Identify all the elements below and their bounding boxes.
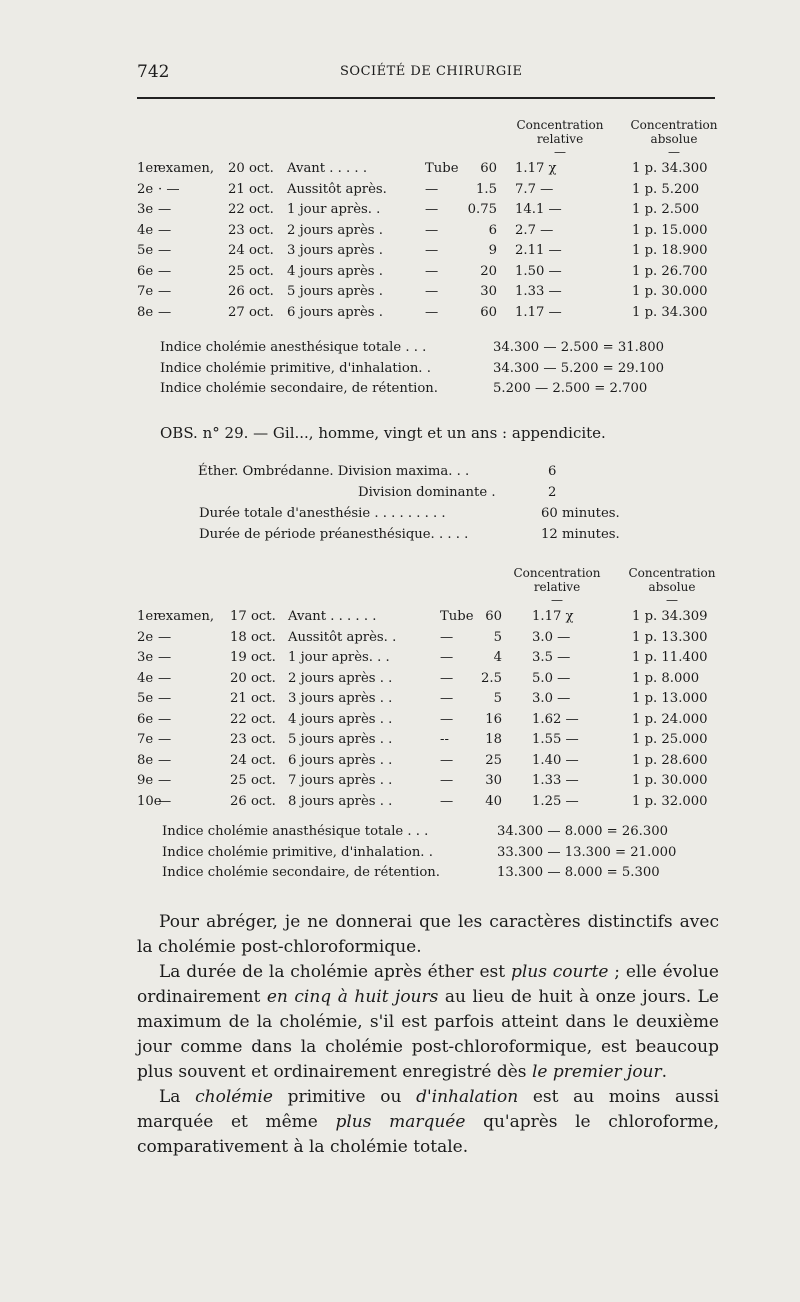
exam-label: —: [158, 752, 172, 768]
exam-timing: 5 jours après . .: [288, 732, 393, 747]
exam-timing: 4 jours après .: [287, 263, 383, 279]
col-head-dash: —: [666, 593, 678, 607]
concentration-absolue: 1 p. 11.400: [632, 650, 708, 665]
concentration-absolue: 1 p. 34.300: [632, 161, 708, 176]
table2-col-absolue: [620, 566, 724, 606]
table-row: [0, 202, 800, 222]
col-head-dash: —: [668, 145, 680, 159]
tube-label: Tube: [425, 161, 459, 176]
exam-date: 20 oct.: [230, 670, 276, 686]
observation-heading: OBS. n° 29. — Gil..., homme, vingt et un ans : appendicite.: [160, 424, 606, 442]
tube-label: —: [425, 263, 439, 279]
exam-timing: 4 jours après . .: [288, 711, 393, 727]
exam-rank: 3e: [137, 202, 154, 217]
text-run: .: [661, 1062, 668, 1082]
tube-value: 6: [488, 222, 497, 238]
concentration-absolue: 1 p. 13.300: [632, 629, 708, 645]
exam-date: 21 oct.: [230, 691, 276, 706]
concentration-absolue: 1 p. 26.700: [632, 263, 708, 279]
ether-value: 6: [548, 464, 557, 479]
concentration-absolue: 1 p. 30.000: [632, 773, 708, 788]
table-row: [0, 732, 800, 752]
text-run: au lieu de huit à onze jours. Le maximum de la cholémie, s'il est parfois atteint dans le deuxième jour comme dans la cholémie post-chloroformique, est beaucoup plus souvent et ordinairement enregistré dès: [137, 987, 719, 1082]
exam-label: —: [158, 243, 172, 258]
concentration-absolue: 1 p. 34.300: [632, 304, 708, 320]
exam-label: —: [158, 711, 172, 727]
tube-value: 1.5: [476, 181, 497, 197]
tube-label: —: [425, 284, 439, 299]
col-head-line: Concentration: [516, 118, 604, 132]
table-row: [0, 794, 800, 814]
table1-col-absolue: [622, 118, 726, 158]
exam-label: —: [158, 284, 172, 299]
exam-rank: 1er: [137, 609, 160, 624]
tube-label: Tube: [440, 609, 474, 624]
exam-timing: Aussitôt après. .: [288, 629, 397, 645]
index-calc: 34.300 — 8.000 = 26.300: [497, 824, 669, 839]
exam-rank: 9e: [137, 773, 154, 788]
concentration-relative: 1.17 χ: [515, 161, 557, 176]
concentration-absolue: 1 p. 5.200: [632, 181, 700, 197]
ether-label: Durée de période préanesthésique. . . . .: [199, 527, 469, 542]
exam-date: 18 oct.: [230, 629, 276, 645]
concentration-relative: 1.33 —: [515, 284, 562, 299]
tube-value: 18: [485, 732, 502, 747]
concentration-absolue: 1 p. 28.600: [632, 752, 708, 768]
concentration-relative: 1.17 χ: [532, 609, 574, 624]
concentration-absolue: 1 p. 18.900: [632, 243, 708, 258]
table-row: [0, 264, 800, 284]
exam-timing: 2 jours après . .: [288, 670, 393, 686]
tube-label: —: [440, 773, 454, 788]
concentration-absolue: 1 p. 2.500: [632, 202, 700, 217]
text-run: qu'après le chloroforme, comparativement à la cholémie totale.: [137, 1112, 719, 1157]
concentration-relative: 5.0 —: [532, 670, 571, 686]
col-head-line: absolue: [650, 132, 698, 146]
exam-label: —: [158, 304, 172, 320]
ether-label: Durée totale d'anesthésie . . . . . . . . .: [199, 506, 446, 521]
concentration-relative: 1.50 —: [515, 263, 562, 279]
exam-timing: 1 jour après. .: [287, 202, 381, 217]
col-head-line: relative: [533, 580, 581, 594]
exam-timing: Avant . . . . . .: [288, 609, 377, 624]
ether-value: 2: [548, 485, 557, 500]
exam-rank: 7e: [137, 732, 154, 747]
concentration-relative: 3.0 —: [532, 691, 571, 706]
concentration-relative: 2.11 —: [515, 243, 562, 258]
tube-label: —: [425, 304, 439, 320]
text-run: La durée de la cholémie après éther est: [159, 962, 511, 982]
exam-date: 26 oct.: [228, 284, 274, 299]
exam-timing: 2 jours après .: [287, 222, 383, 238]
index-label: Indice cholémie primitive, d'inhalation. .: [162, 844, 433, 860]
italic-run: le premier jour: [531, 1062, 662, 1082]
index-label: Indice cholémie secondaire, de rétention.: [162, 865, 440, 880]
exam-timing: 8 jours après . .: [288, 793, 393, 809]
tube-value: 5: [493, 629, 502, 645]
col-head-line: absolue: [648, 580, 696, 594]
exam-rank: 2e: [137, 629, 154, 645]
tube-label: —: [425, 181, 439, 197]
exam-timing: 3 jours après .: [287, 243, 383, 258]
tube-value: 25: [485, 752, 502, 768]
concentration-relative: 3.0 —: [532, 629, 571, 645]
tube-label: —: [440, 650, 454, 665]
exam-label: examen,: [158, 161, 215, 176]
text-run: est au moins aussi marquée et même: [137, 1087, 719, 1132]
text-run: ; elle évolue ordinairement: [137, 962, 719, 1007]
running-title: SOCIÉTÉ DE CHIRURGIE: [340, 64, 523, 79]
col-head-line: Concentration: [630, 118, 718, 132]
tube-label: —: [440, 752, 454, 768]
table-row: [0, 753, 800, 773]
exam-date: 25 oct.: [228, 263, 274, 279]
exam-rank: 8e: [137, 752, 154, 768]
table-row: [0, 284, 800, 304]
concentration-relative: 1.62 —: [532, 711, 579, 727]
body-text: [137, 910, 719, 1160]
tube-label: —: [425, 202, 439, 217]
exam-date: 19 oct.: [230, 650, 276, 665]
table-row: [0, 161, 800, 181]
table1-col-relative: [505, 118, 615, 158]
concentration-absolue: 1 p. 25.000: [632, 732, 708, 747]
tube-label: —: [440, 691, 454, 706]
exam-timing: 7 jours après . .: [288, 773, 393, 788]
table-row: [0, 650, 800, 670]
exam-rank: 4e: [137, 670, 154, 686]
ether-value: 12 minutes.: [541, 527, 620, 542]
header-rule: [137, 97, 715, 99]
concentration-absolue: 1 p. 15.000: [632, 222, 708, 238]
exam-date: 22 oct.: [228, 202, 274, 217]
exam-label: —: [158, 793, 172, 809]
tube-value: 60: [480, 304, 497, 320]
col-head-line: Concentration: [628, 566, 716, 580]
tube-label: —: [440, 793, 454, 809]
concentration-absolue: 1 p. 34.309: [632, 609, 708, 624]
concentration-relative: 1.40 —: [532, 752, 579, 768]
table-row: [0, 223, 800, 243]
tube-value: 40: [485, 793, 502, 809]
concentration-absolue: 1 p. 32.000: [632, 793, 708, 809]
paragraph-3: [137, 1085, 719, 1160]
concentration-relative: 14.1 —: [515, 202, 562, 217]
table-row: [0, 243, 800, 263]
exam-rank: 2e: [137, 181, 154, 197]
exam-rank: 5e: [137, 243, 154, 258]
concentration-absolue: 1 p. 24.000: [632, 711, 708, 727]
paragraph-1: Pour abréger, je ne donnerai que les caractères distinctifs avec la cholémie post-chloroformique.: [137, 912, 719, 957]
concentration-relative: 7.7 —: [515, 181, 554, 197]
italic-run: plus courte: [510, 962, 609, 982]
col-head-dash: —: [554, 145, 566, 159]
ether-label: Éther. Ombrédanne. Division maxima. . .: [198, 464, 470, 479]
text-run: primitive ou: [272, 1087, 417, 1107]
italic-run: cholémie: [195, 1087, 273, 1107]
exam-rank: 8e: [137, 304, 154, 320]
col-head-line: relative: [536, 132, 584, 146]
tube-value: 4: [493, 650, 502, 665]
exam-timing: 6 jours après .: [287, 304, 383, 320]
exam-date: 22 oct.: [230, 711, 276, 727]
exam-label: · —: [158, 181, 180, 197]
table-row: [0, 630, 800, 650]
concentration-relative: 1.25 —: [532, 793, 579, 809]
tube-label: --: [440, 732, 449, 747]
tube-label: —: [425, 222, 439, 238]
tube-value: 20: [480, 263, 497, 279]
tube-value: 30: [480, 284, 497, 299]
table-row: [0, 691, 800, 711]
exam-label: —: [158, 691, 172, 706]
paragraph-2: [137, 960, 719, 1085]
exam-date: 25 oct.: [230, 773, 276, 788]
col-head-line: Concentration: [513, 566, 601, 580]
exam-rank: 3e: [137, 650, 154, 665]
index-calc: 33.300 — 13.300 = 21.000: [497, 844, 677, 860]
exam-label: examen,: [158, 609, 215, 624]
tube-label: —: [440, 629, 454, 645]
exam-label: —: [158, 629, 172, 645]
concentration-relative: 2.7 —: [515, 222, 554, 238]
table2-col-relative: [502, 566, 612, 606]
exam-date: 24 oct.: [230, 752, 276, 768]
exam-rank: 10e: [137, 793, 162, 809]
table-row: [0, 609, 800, 629]
tube-value: 16: [485, 711, 502, 727]
ether-value: 60 minutes.: [541, 506, 620, 521]
text-run: La: [159, 1087, 196, 1107]
exam-timing: 1 jour après. . .: [288, 650, 390, 665]
tube-value: 30: [485, 773, 502, 788]
col-head-dash: —: [551, 593, 563, 607]
exam-timing: 5 jours après .: [287, 284, 383, 299]
index-calc: 34.300 — 5.200 = 29.100: [493, 360, 665, 376]
exam-date: 26 oct.: [230, 793, 276, 809]
tube-value: 2.5: [481, 670, 502, 686]
exam-timing: Avant . . . . .: [287, 161, 368, 176]
index-label: Indice cholémie primitive, d'inhalation. .: [160, 360, 431, 376]
tube-value: 0.75: [467, 202, 497, 217]
index-calc: 13.300 — 8.000 = 5.300: [497, 865, 660, 880]
index-label: Indice cholémie anasthésique totale . . .: [162, 824, 429, 839]
concentration-relative: 3.5 —: [532, 650, 571, 665]
tube-label: —: [440, 670, 454, 686]
concentration-absolue: 1 p. 13.000: [632, 691, 708, 706]
exam-timing: Aussitôt après.: [287, 181, 387, 197]
table-row: [0, 305, 800, 325]
tube-value: 60: [480, 161, 497, 176]
table-row: [0, 773, 800, 793]
exam-rank: 6e: [137, 711, 154, 727]
exam-timing: 3 jours après . .: [288, 691, 393, 706]
index-calc: 34.300 — 2.500 = 31.800: [493, 340, 665, 355]
exam-label: —: [158, 202, 172, 217]
exam-timing: 6 jours après . .: [288, 752, 393, 768]
exam-rank: 4e: [137, 222, 154, 238]
italic-run: d'inhalation: [416, 1087, 519, 1107]
italic-run: en cinq à huit jours: [266, 987, 439, 1007]
concentration-absolue: 1 p. 8.000: [632, 670, 700, 686]
tube-value: 5: [493, 691, 502, 706]
tube-value: 9: [488, 243, 497, 258]
italic-run: plus marquée: [335, 1112, 466, 1132]
exam-date: 23 oct.: [228, 222, 274, 238]
exam-label: —: [158, 263, 172, 279]
exam-label: —: [158, 650, 172, 665]
exam-date: 20 oct.: [228, 161, 274, 176]
exam-rank: 5e: [137, 691, 154, 706]
exam-date: 21 oct.: [228, 181, 274, 197]
concentration-relative: 1.55 —: [532, 732, 579, 747]
concentration-absolue: 1 p. 30.000: [632, 284, 708, 299]
exam-label: —: [158, 670, 172, 686]
exam-date: 23 oct.: [230, 732, 276, 747]
exam-date: 27 oct.: [228, 304, 274, 320]
exam-date: 24 oct.: [228, 243, 274, 258]
exam-rank: 6e: [137, 263, 154, 279]
tube-label: —: [440, 711, 454, 727]
page-number: 742: [137, 62, 170, 82]
exam-rank: 7e: [137, 284, 154, 299]
concentration-relative: 1.33 —: [532, 773, 579, 788]
table-row: [0, 671, 800, 691]
index-label: Indice cholémie secondaire, de rétention.: [160, 381, 438, 396]
concentration-relative: 1.17 —: [515, 304, 562, 320]
exam-date: 17 oct.: [230, 609, 276, 624]
exam-rank: 1er: [137, 161, 160, 176]
tube-label: —: [425, 243, 439, 258]
index-calc: 5.200 — 2.500 = 2.700: [493, 381, 648, 396]
tube-value: 60: [485, 609, 502, 624]
exam-label: —: [158, 222, 172, 238]
exam-label: —: [158, 732, 172, 747]
table-row: [0, 182, 800, 202]
ether-label: Division dominante .: [358, 485, 496, 500]
index-label: Indice cholémie anesthésique totale . . .: [160, 340, 427, 355]
exam-label: —: [158, 773, 172, 788]
table-row: [0, 712, 800, 732]
